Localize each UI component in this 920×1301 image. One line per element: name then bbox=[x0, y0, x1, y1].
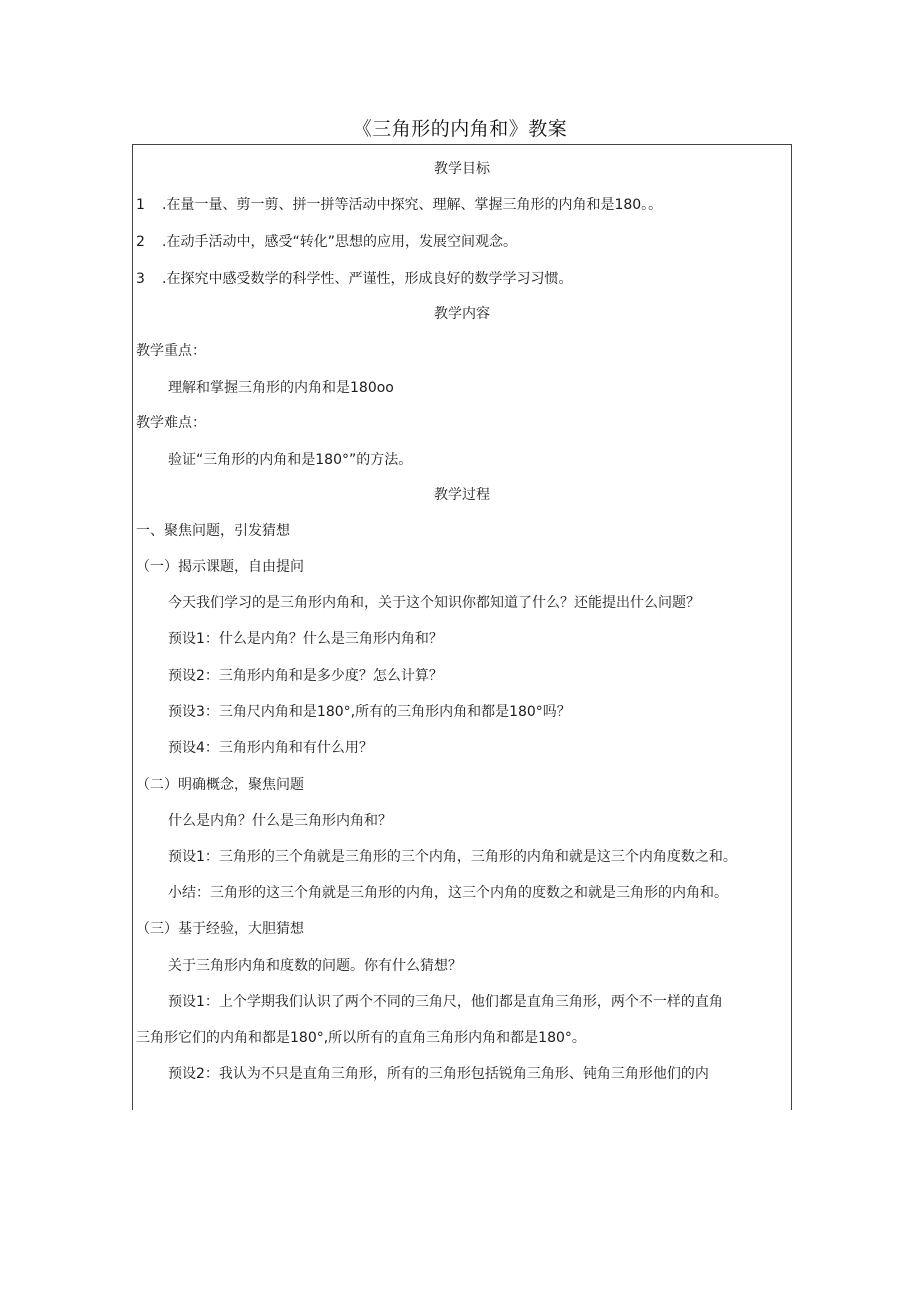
subsection-2-preset-1: 预设1：三角形的三个角就是三角形的三个内角，三角形的内角和就是这三个内角度数之和。 bbox=[168, 849, 737, 865]
goal-text: .在动手活动中，感受“转化”思想的应用，发展空间观念。 bbox=[162, 234, 517, 250]
subsection-1-heading: （一）揭示课题，自由提问 bbox=[136, 559, 304, 575]
goal-number: 2 bbox=[136, 234, 145, 250]
subsection-1-preset-3: 预设3：三角尺内角和是180°,所有的三角形内角和都是180°吗？ bbox=[168, 704, 571, 720]
subsection-3-preset-1-line-1: 预设1：上个学期我们认识了两个不同的三角尺，他们都是直角三角形，两个不一样的直角 bbox=[168, 994, 723, 1010]
difficulty-text: 验证“三角形的内角和是180°”的方法。 bbox=[168, 452, 413, 468]
subsection-1-preset-1: 预设1：什么是内角？什么是三角形内角和？ bbox=[168, 631, 443, 647]
goal-item-3 bbox=[136, 270, 572, 288]
content-heading: 教学内容 bbox=[434, 306, 490, 322]
process-heading: 教学过程 bbox=[434, 487, 490, 503]
goal-item-2 bbox=[136, 233, 517, 251]
difficulty-label: 教学难点： bbox=[136, 415, 206, 431]
subsection-2-summary: 小结：三角形的这三个角就是三角形的内角，这三个内角的度数之和就是三角形的内角和。 bbox=[168, 885, 728, 901]
subsection-3-preset-2-line-1: 预设2：我认为不只是直角三角形，所有的三角形包括锐角三角形、钝角三角形他们的内 bbox=[168, 1066, 709, 1082]
subsection-3-heading: （三）基于经验，大胆猜想 bbox=[136, 921, 304, 937]
goals-heading: 教学目标 bbox=[434, 161, 490, 177]
subsection-2-heading: （二）明确概念，聚焦问题 bbox=[136, 777, 304, 793]
goal-number: 3 bbox=[136, 271, 145, 287]
subsection-1-preset-2: 预设2：三角形内角和是多少度？怎么计算？ bbox=[168, 668, 443, 684]
subsection-1-intro: 今天我们学习的是三角形内角和，关于这个知识你都知道了什么？还能提出什么问题？ bbox=[168, 595, 700, 611]
subsection-2-question: 什么是内角？什么是三角形内角和？ bbox=[168, 813, 392, 829]
subsection-1-preset-4: 预设4：三角形内角和有什么用？ bbox=[168, 740, 373, 756]
goal-text: .在探究中感受数学的科学性、严谨性，形成良好的数学学习习惯。 bbox=[162, 271, 573, 287]
goal-text: .在量一量、剪一剪、拼一拼等活动中探究、理解、掌握三角形的内角和是180。。 bbox=[162, 197, 663, 213]
document-title: 《三角形的内角和》教案 bbox=[352, 118, 568, 140]
part-1-heading: 一、聚焦问题，引发猜想 bbox=[136, 523, 290, 539]
subsection-3-question: 关于三角形内角和度数的问题。你有什么猜想？ bbox=[168, 958, 462, 974]
key-point-label: 教学重点： bbox=[136, 343, 206, 359]
subsection-3-preset-1-line-2: 三角形它们的内角和都是180°,所以所有的直角三角形内角和都是180°。 bbox=[136, 1030, 586, 1046]
goal-number: 1 bbox=[136, 197, 145, 213]
goal-item-1 bbox=[136, 196, 662, 214]
key-point-text: 理解和掌握三角形的内角和是180oo bbox=[168, 380, 394, 396]
